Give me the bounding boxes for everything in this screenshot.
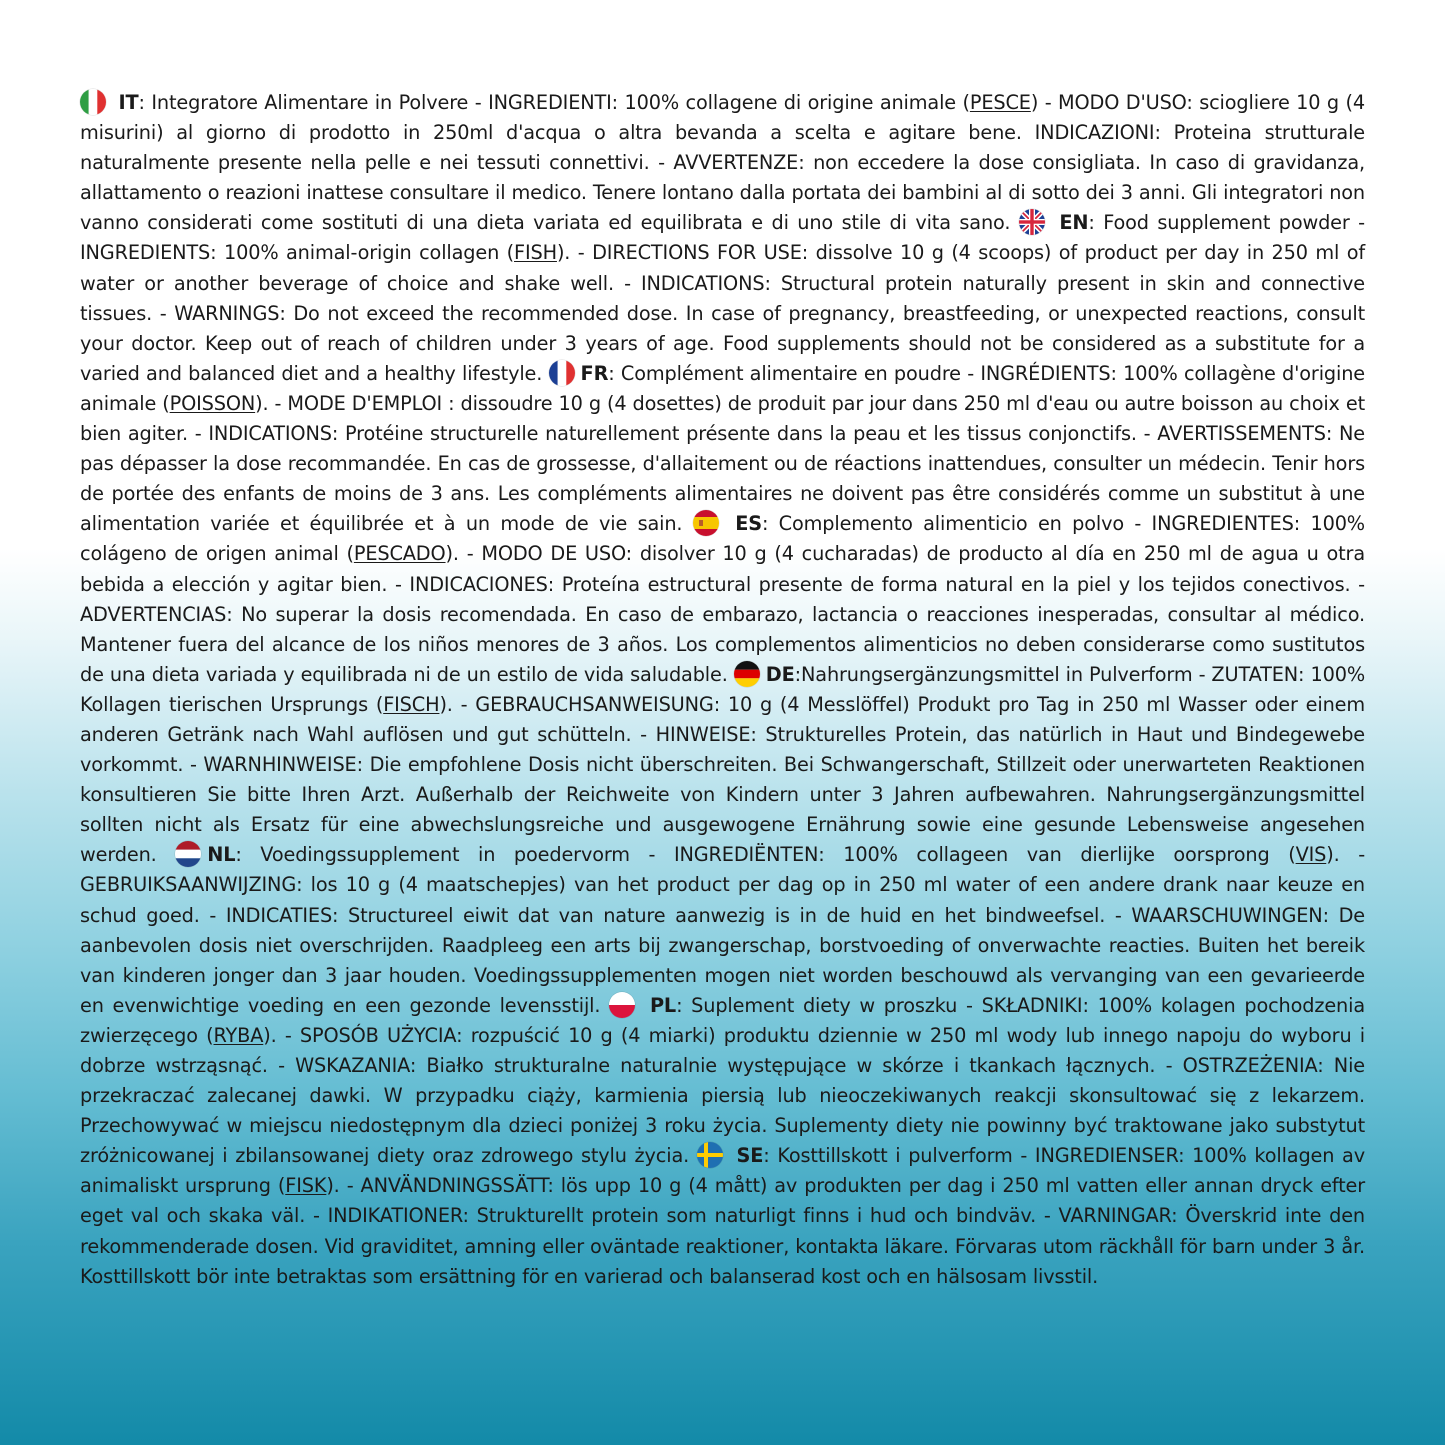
spain-flag-icon bbox=[693, 510, 719, 536]
germany-flag-icon bbox=[734, 661, 760, 687]
section-text: ). - MODE D'EMPLOI : dissoudre 10 g (4 dosettes) de produit par jour dans 250 ml d'eau ou autre boisson au choix et bien agiter. - INDICATIONS: Protéine structurelle naturellement présente dans la peau et les tissus conjonctifs. - AVERTISSEMENTS: Ne pas dépasser la dose recommandée. En cas de grossesse, d'allaitement ou de réactions inattendues, consulter un médecin. Tenir hors de portée des enfants de moins de 3 ans. Les compléments alimentaires ne doivent pas être considérés comme un substitut à une alimentation variée et équilibrée et à un mode de vie sain. bbox=[80, 391, 1365, 536]
section-text: ). - DIRECTIONS FOR USE: dissolve 10 g (4 scoops) of product per day in 250 ml of water or another beverage of choice and shake well. - INDICATIONS: Structural protein naturally present in skin and connective tissues. - WARNINGS: Do not exceed the recommended dose. In case of pregnancy, breastfeeding, or unexpected reactions, consult your doctor. Keep out of reach of children under 3 years of age. Food supplements should not be considered as a substitute for a varied and balanced diet and a healthy lifestyle. bbox=[80, 241, 1365, 385]
section-text: : Food supplement powder - INGREDIENTS: 100% animal-origin collagen ( bbox=[80, 211, 1365, 265]
section-text: :Nahrungsergänzungsmittel in Pulverform - ZUTATEN: 100% Kollagen tierischen Ursprungs ( bbox=[80, 662, 1365, 716]
section-fr bbox=[80, 362, 1365, 535]
language-code: ES bbox=[735, 512, 762, 536]
allergen-text: FISH bbox=[514, 241, 557, 265]
section-text: ). - SPOSÓB UŻYCIA: rozpuścić 10 g (4 miarki) produktu dziennie w 250 ml wody lub innego napoju do wyboru i dobrze wstrząsnąć. - WSKAZANIA: Białko strukturalne naturalnie występujące w skórze i tkankach łącznych. - OSTRZEŻENIA: Nie przekraczać zalecanej dawki. W przypadku ciąży, karmienia piersią lub nieoczekiwanych reakcji skonsultować się z lekarzem. Przechowywać w miejscu niedostępnym dla dzieci poniżej 3 roku życia. Suplementy diety nie powinny być traktowane jako substytut zróżnicowanej i zbilansowanej diety oraz zdrowego stylu życia. bbox=[80, 1023, 1365, 1168]
section-text: : Integratore Alimentare in Polvere - INGREDIENTI: 100% collagene di origine animale ( bbox=[138, 91, 970, 114]
allergen-text: FISCH bbox=[383, 692, 440, 716]
section-text: ). - GEBRAUCHSANWEISUNG: 10 g (4 Messlöffel) Produkt pro Tag in 250 ml Wasser oder einem anderen Getränk nach Wahl auflösen und gut schütteln. - HINWEISE: Strukturelles Protein, das natürlich in Haut und Bindegewebe vorkommt. - WARNHINWEISE: Die empfohlene Dosis nicht überschreiten. Bei Schwangerschaft, Stillzeit oder unerwarteten Reaktionen konsultieren Sie bitte Ihren Arzt. Außerhalb der Reichweite von Kindern unter 3 Jahren aufbewahren. Nahrungsergänzungsmittel sollten nicht als Ersatz für eine abwechslungsreiche und ausgewogene Ernährung sowie eine gesunde Lebensweise angesehen werden. bbox=[80, 692, 1365, 867]
language-code: DE bbox=[765, 662, 795, 686]
language-code: NL bbox=[207, 843, 236, 867]
section-pl bbox=[80, 994, 1365, 1167]
sweden-flag-icon bbox=[697, 1142, 723, 1168]
section-text: : Complément alimentaire en poudre - INGRÉDIENTS: 100% collagène d'origine animale ( bbox=[80, 361, 1365, 415]
poland-flag-icon bbox=[609, 992, 635, 1018]
language-code: IT bbox=[118, 91, 139, 114]
italy-flag-icon bbox=[80, 89, 106, 115]
uk-flag-icon bbox=[1019, 209, 1045, 235]
allergen-text: POISSON bbox=[169, 391, 256, 415]
section-text: : Suplement diety w proszku - SKŁADNIKI: 100% kolagen pochodzenia zwierzęcego ( bbox=[80, 993, 1365, 1047]
allergen-text: FISK bbox=[285, 1174, 327, 1198]
multilingual-label-text bbox=[80, 88, 1365, 1292]
language-code: PL bbox=[649, 993, 677, 1017]
section-text: : Kosttillskott i pulverform - INGREDIENSER: 100% kollagen av animaliskt ursprung ( bbox=[80, 1144, 1365, 1198]
allergen-text: VIS bbox=[1295, 843, 1327, 867]
section-text: : Complemento alimenticio en polvo - INGREDIENTES: 100% colágeno de origen animal ( bbox=[80, 512, 1365, 566]
section-text: ). - GEBRUIKSAANWIJZING: los 10 g (4 maatschepjes) van het product per dag op in 250 ml water of een andere drank naar keuze en schud goed. - INDICATIES: Structureel eiwit dat van nature aanwezig is in de huid en het bindweefsel. - WAARSCHUWINGEN: De aanbevolen dosis niet overschrijden. Raadpleeg een arts bij zwangerschap, borstvoeding of onverwachte reacties. Buiten het bereik van kinderen jonger dan 3 jaar houden. Voedingssupplementen mogen niet worden beschouwd als vervanging van een gevarieerde en evenwichtige voeding en een gezonde levensstijl. bbox=[80, 843, 1366, 1017]
section-text: ). - MODO DE USO: disolver 10 g (4 cucharadas) de producto al día en 250 ml de agua u otra bebida a elección y agitar bien. - INDICACIONES: Proteína estructural presente de forma natural en la piel y los tejidos conectivos. - ADVERTENCIAS: No superar la dosis recomendada. En caso de embarazo, lactancia o reacciones inesperadas, consultar al médico. Mantener fuera del alcance de los niños menores de 3 años. Los complementos alimenticios no deben considerarse como sustitutos de una dieta variada y equilibrada ni de un estilo de vida saludable. bbox=[80, 542, 1365, 686]
france-flag-icon bbox=[549, 360, 575, 386]
section-text: ). - ANVÄNDNINGSSÄTT: lös upp 10 g (4 mått) av produkten per dag i 250 ml vatten eller annan dryck efter eget val och skaka väl. - INDIKATIONER: Strukturellt protein som naturligt finns i hud och bindväv. - VARNINGAR: Överskrid inte den rekommenderade dosen. Vid graviditet, amning eller oväntade reaktioner, kontakta läkare. Förvaras utom räckhåll för barn under 3 år. Kosttillskott bör inte betraktas som ersättning för en varierad och balanserad kost och en hälsosam livsstil. bbox=[80, 1174, 1365, 1288]
section-nl bbox=[80, 843, 1365, 1016]
language-code: SE bbox=[736, 1144, 764, 1168]
language-code: FR bbox=[580, 361, 609, 385]
language-code: EN bbox=[1059, 211, 1089, 235]
allergen-text: PESCE bbox=[969, 91, 1031, 114]
section-de bbox=[80, 663, 1365, 867]
section-en bbox=[80, 211, 1365, 384]
section-text: : Voedingssupplement in poedervorm - INGREDIËNTEN: 100% collageen van dierlijke oorsprong ( bbox=[235, 843, 1296, 867]
section-es bbox=[80, 512, 1365, 685]
netherlands-flag-icon bbox=[175, 841, 201, 867]
section-text: ) - MODO D'USO: sciogliere 10 g (4 misurini) al giorno di prodotto in 250ml d'acqua o altra bevanda a scelta e agitare bene. INDICAZIONI: Proteina strutturale naturalmente presente nella pelle e nei tessuti connettivi. - AVVERTENZE: non eccedere la dose consigliata. In caso di gravidanza, allattamento o reazioni inattese consultare il medico. Tenere lontano dalla portata dei bambini al di sotto dei 3 anni. Gli integratori non vanno considerati come sostituti di una dieta variata ed equilibrata e di uno stile di vita sano. bbox=[80, 91, 1366, 235]
allergen-text: RYBA bbox=[213, 1023, 264, 1047]
allergen-text: PESCADO bbox=[353, 542, 446, 566]
